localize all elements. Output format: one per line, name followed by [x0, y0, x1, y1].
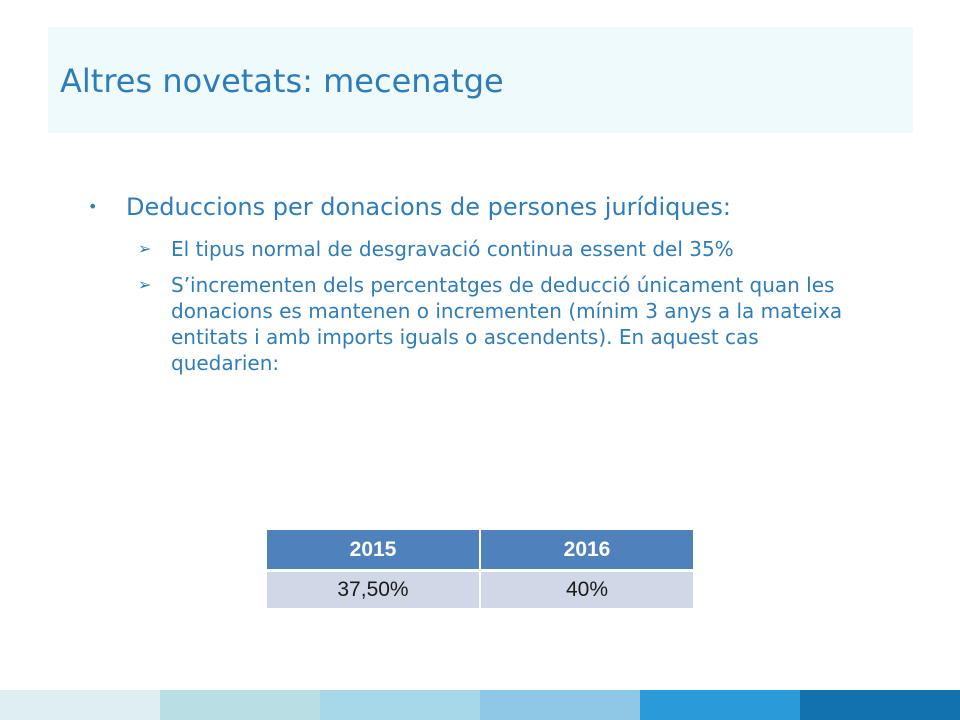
footer-segment: [800, 690, 960, 720]
rates-table-wrapper: [267, 530, 693, 608]
table-header-row: [267, 530, 693, 571]
table-cell: 37,50%: [267, 571, 480, 609]
sub-bullet-text: El tipus normal de desgravació continua essent del 35%: [171, 237, 734, 261]
slide-title: Altres novetats: mecenatge: [60, 62, 504, 100]
table-cell: 40%: [480, 571, 693, 609]
rates-table: [267, 530, 693, 608]
footer-segment: [0, 690, 160, 720]
bullet-text: Deduccions per donacions de persones jurídiques:: [126, 193, 731, 221]
table-header-cell: 2015: [267, 530, 480, 571]
arrow-bullet-icon: ➢: [138, 275, 152, 294]
bullet-marker: •: [88, 197, 98, 216]
sub-bullet-text: S’incrementen dels percentatges de deducció únicament quan les donacions es mantenen o incrementen (mínim 3 anys a la mateixa entitats i amb imports iguals o ascendents). En aquest cas quedarien:: [171, 273, 843, 375]
sub-bullet-item: [138, 272, 868, 376]
title-band: [48, 27, 913, 133]
slide-content: [88, 192, 868, 386]
bullet-item: [88, 192, 868, 222]
table-header-cell: 2016: [480, 530, 693, 571]
footer-color-bar: [0, 690, 960, 720]
sub-bullet-item: [138, 236, 868, 262]
footer-segment: [320, 690, 480, 720]
table-row: [267, 571, 693, 609]
sub-bullet-list: [88, 236, 868, 376]
footer-segment: [160, 690, 320, 720]
arrow-bullet-icon: ➢: [138, 239, 152, 258]
footer-segment: [640, 690, 800, 720]
footer-segment: [480, 690, 640, 720]
